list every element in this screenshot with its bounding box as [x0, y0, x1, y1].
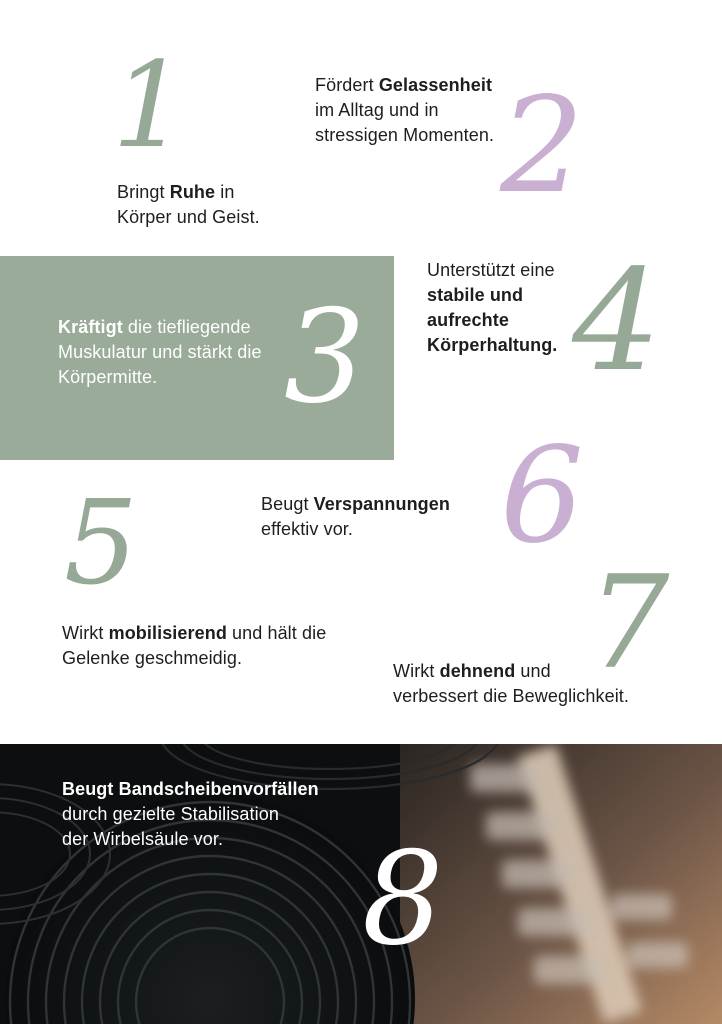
number-6: 6	[500, 419, 584, 573]
benefit-1-bold: Ruhe	[169, 182, 216, 202]
benefit-1-pre: Bringt	[117, 182, 170, 202]
benefit-4-bold-line3: aufrechte	[427, 310, 509, 330]
number-4: 4	[572, 240, 662, 403]
benefit-8-line3: der Wirbelsäule vor.	[62, 829, 224, 849]
number-8: 8	[362, 825, 444, 974]
benefit-5-pre: Wirkt	[62, 623, 109, 643]
benefit-7-line2: verbessert die Beweglichkeit.	[393, 686, 630, 706]
benefit-8-bold: Beugt Bandscheibenvorfällen	[62, 779, 319, 799]
benefit-3-bold: Kräftigt	[58, 317, 123, 337]
benefit-5-post: und hält die	[226, 623, 327, 643]
benefit-8-text	[62, 777, 319, 852]
benefit-3-text	[58, 315, 262, 390]
yoga-mat-photo	[0, 744, 722, 1024]
benefit-4-text	[427, 258, 557, 358]
benefit-4-bold-line4: Körperhaltung.	[427, 335, 558, 355]
benefit-3-post: die tiefliegende	[122, 317, 251, 337]
benefit-7-post: und	[515, 661, 551, 681]
benefit-1-text	[117, 180, 260, 230]
benefit-2-pre: Fördert	[315, 75, 379, 95]
benefit-2-bold: Gelassenheit	[378, 75, 493, 95]
benefit-5-line2: Gelenke geschmeidig.	[62, 648, 243, 668]
benefit-6-bold: Verspannungen	[313, 494, 450, 514]
number-3: 3	[284, 283, 366, 432]
benefit-6-text	[261, 492, 450, 542]
benefit-2-text	[315, 73, 494, 148]
number-7: 7	[588, 549, 670, 698]
number-2: 2	[500, 69, 584, 223]
benefit-7-bold: dehnend	[439, 661, 516, 681]
benefit-3-panel	[0, 256, 394, 460]
benefit-2-line3: stressigen Momenten.	[315, 125, 495, 145]
benefit-6-pre: Beugt	[261, 494, 314, 514]
benefit-4-line1: Unterstützt eine	[427, 260, 555, 280]
benefit-3-line2: Muskulatur und stärkt die	[58, 342, 262, 362]
number-5: 5	[64, 476, 138, 611]
benefit-1-post: in	[215, 182, 235, 202]
benefit-4-bold-line2: stabile und	[427, 285, 524, 305]
benefit-7-text	[393, 659, 629, 709]
benefit-5-text	[62, 621, 326, 671]
number-1: 1	[112, 36, 188, 174]
benefit-2-line2: im Alltag und in	[315, 100, 439, 120]
benefit-1-line2: Körper und Geist.	[117, 207, 260, 227]
benefit-3-line3: Körpermitte.	[58, 367, 158, 387]
benefit-6-line2: effektiv vor.	[261, 519, 354, 539]
benefit-5-bold: mobilisierend	[108, 623, 227, 643]
benefit-7-pre: Wirkt	[393, 661, 440, 681]
benefit-8-line2: durch gezielte Stabilisation	[62, 804, 279, 824]
